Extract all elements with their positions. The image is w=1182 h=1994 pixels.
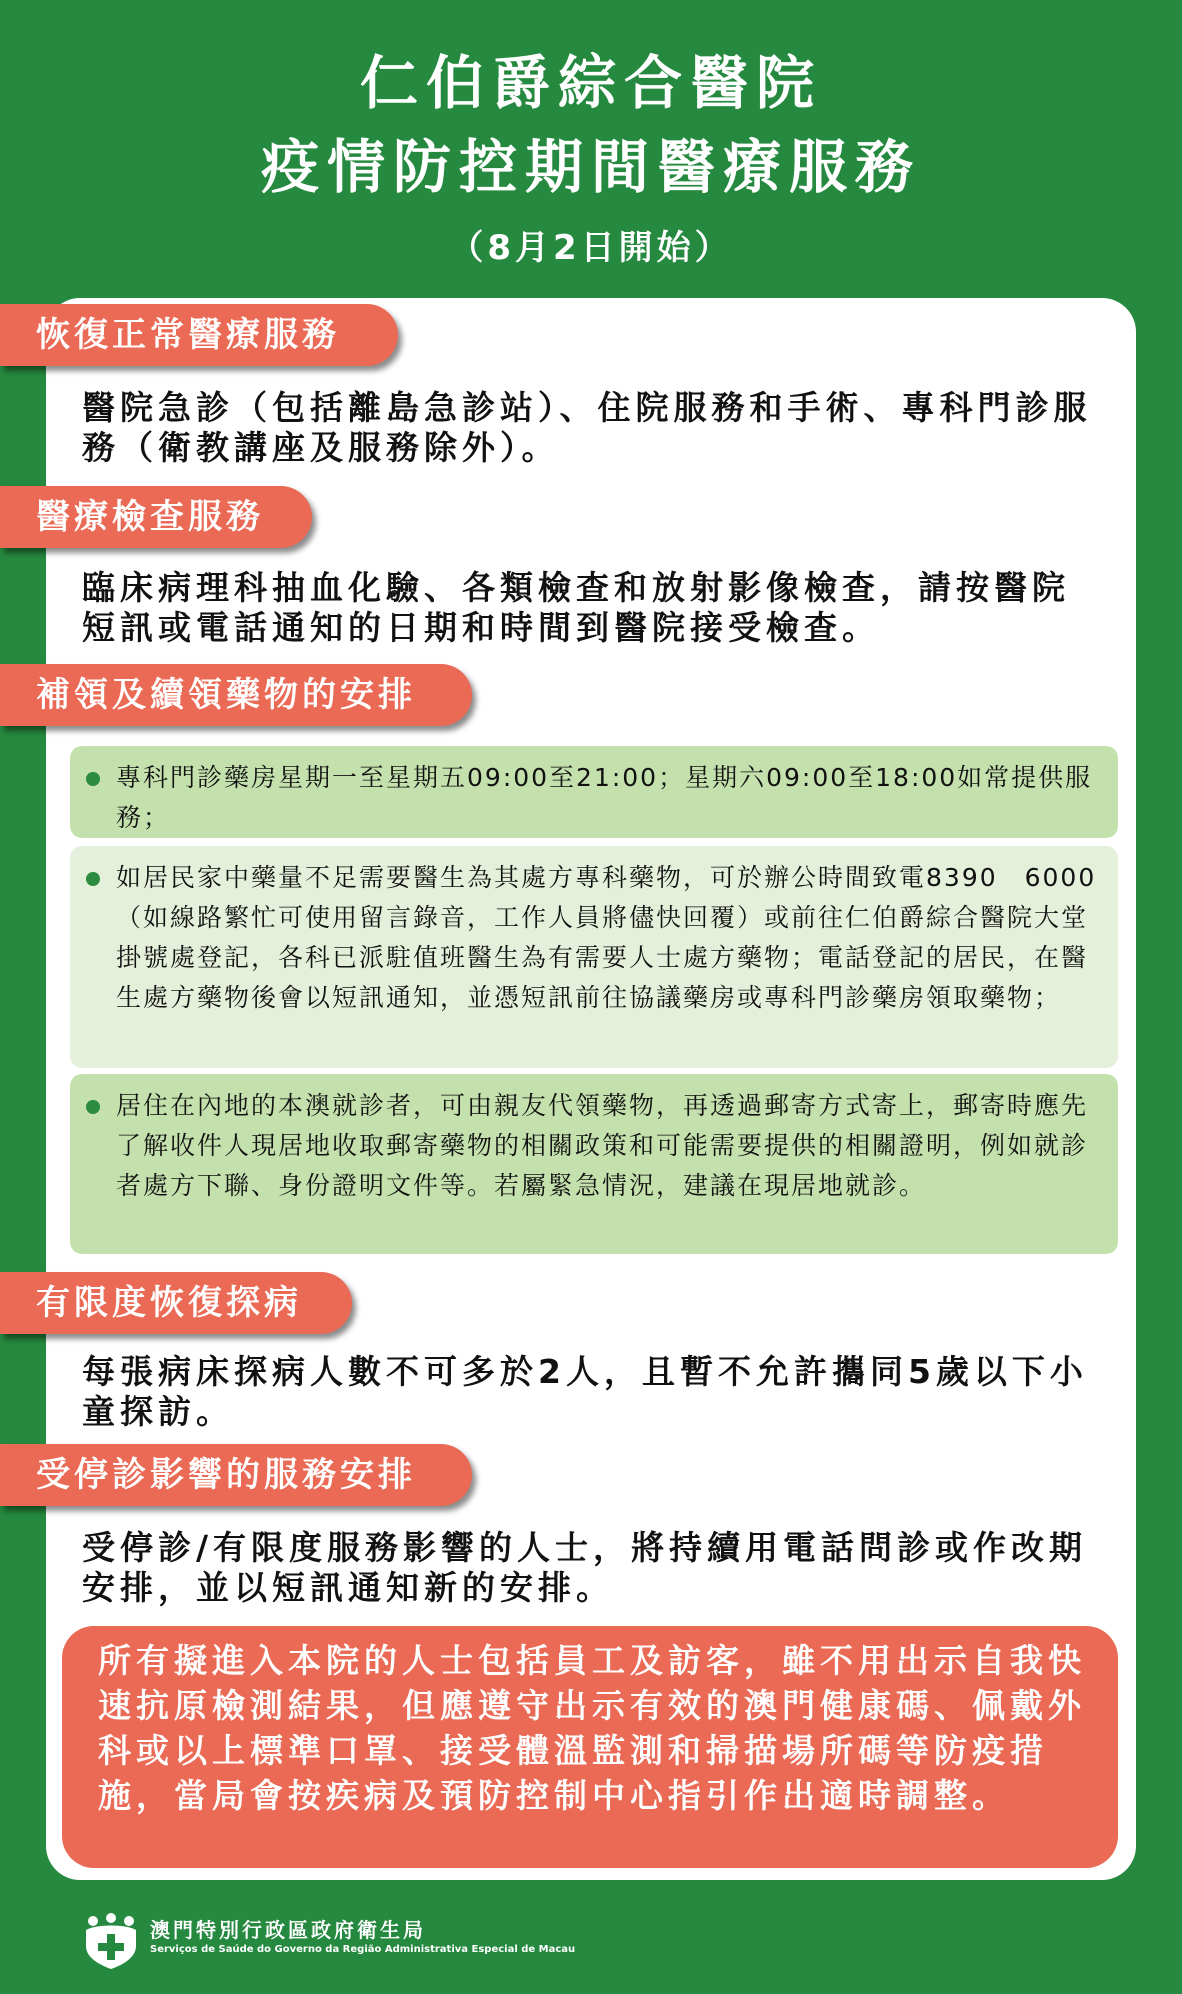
department-name-pt: Serviços de Saúde do Governo da Região Administrativa Especial de Macau	[150, 1944, 576, 1955]
section-heading-visiting: 有限度恢復探病	[0, 1272, 352, 1334]
medicine-item-2	[70, 846, 1118, 1068]
bullet-icon	[86, 772, 100, 786]
bullet-icon	[86, 1100, 100, 1114]
section-text-normal-services: 醫院急診（包括離島急診站）、住院服務和手術、專科門診服務（衛教講座及服務除外）。	[82, 388, 1092, 467]
section-heading-medicine: 補領及續領藥物的安排	[0, 664, 472, 726]
bullet-icon	[86, 872, 100, 886]
medicine-item-3	[70, 1074, 1118, 1254]
medicine-item-1	[70, 746, 1118, 838]
section-heading-normal-services: 恢復正常醫療服務	[0, 304, 398, 366]
page-subtitle: （8月2日開始）	[449, 228, 733, 268]
section-text-suspended-services: 受停診/有限度服務影響的人士，將持續用電話問診或作改期安排，並以短訊通知新的安排。	[82, 1528, 1088, 1607]
section-heading-exam-services: 醫療檢查服務	[0, 486, 312, 548]
medicine-item-1-text: 專科門診藥房星期一至星期五09:00至21:00；星期六09:00至18:00如常提供服務；	[116, 763, 1093, 832]
section-text-exam-services: 臨床病理科抽血化驗、各類檢查和放射影像檢查，請按醫院短訊或電話通知的日期和時間到醫院接受檢查。	[82, 568, 1070, 647]
page-title-line2: 疫情防控期間醫療服務	[260, 133, 921, 201]
page-title-line1: 仁伯爵綜合醫院	[359, 49, 822, 117]
health-bureau-logo-icon	[80, 1912, 142, 1970]
medicine-item-2-text: 如居民家中藥量不足需要醫生為其處方專科藥物，可於辦公時間致電8390 6000（如線路繁忙可使用留言錄音，工作人員將儘快回覆）或前往仁伯爵綜合醫院大堂掛號處登記，各科已派駐值班醫生為有需要人士處方藥物；電話登記的居民，在醫生處方藥物後會以短訊通知，並憑短訊前往協議藥房或專科門診藥房領取藥物；	[116, 863, 1097, 1012]
section-text-visiting: 每張病床探病人數不可多於2人，且暫不允許攜同5歲以下小童探訪。	[82, 1352, 1088, 1431]
section-heading-suspended-services: 受停診影響的服務安排	[0, 1444, 472, 1506]
medicine-item-3-text: 居住在內地的本澳就診者，可由親友代領藥物，再透過郵寄方式寄上，郵寄時應先了解收件人現居地收取郵寄藥物的相關政策和可能需要提供的相關證明，例如就診者處方下聯、身份證明文件等。若屬緊急情況，建議在現居地就診。	[116, 1091, 1089, 1200]
department-name-zh: 澳門特別行政區政府衛生局	[150, 1918, 426, 1942]
entry-notice: 所有擬進入本院的人士包括員工及訪客，雖不用出示自我快速抗原檢測結果，但應遵守出示有效的澳門健康碼、佩戴外科或以上標準口罩、接受體溫監測和掃描場所碼等防疫措施，當局會按疾病及預防控制中心指引作出適時調整。	[62, 1626, 1118, 1868]
